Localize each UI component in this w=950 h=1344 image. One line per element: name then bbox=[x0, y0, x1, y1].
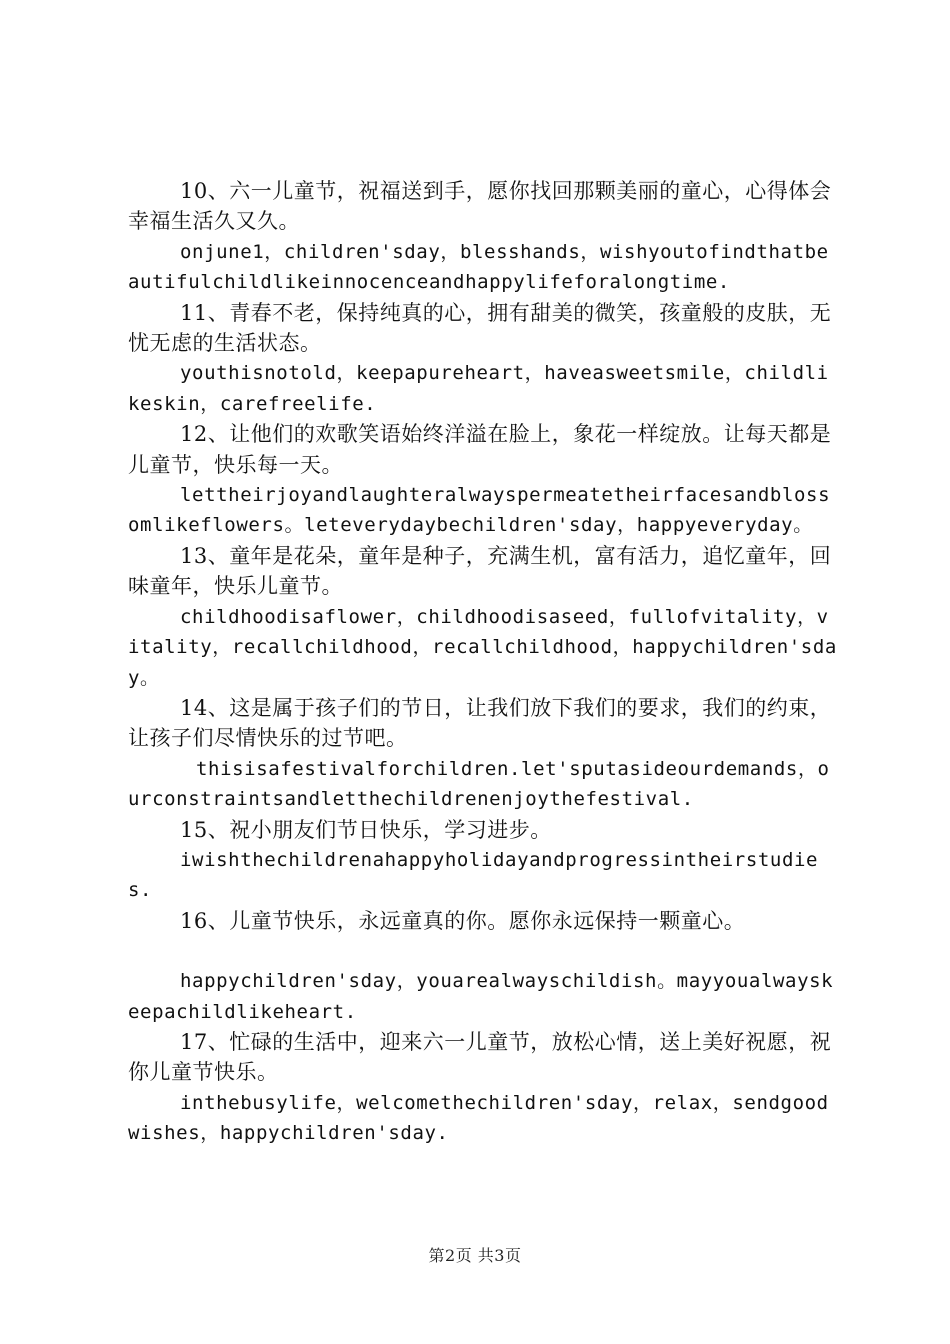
paragraph-12-en: lettheirjoyandlaughteralwayspermeatetheirfacesandblossomlikeflowers。leteverydaybechildren'sday，happyeveryday。 bbox=[128, 484, 831, 537]
paragraph-10-en: onjune1，children'sday，blesshands，wishyoutofindthatbeautifulchildlikeinnocenceandhappylifeforalongtime. bbox=[128, 240, 829, 294]
page-footer bbox=[0, 1243, 950, 1266]
paragraph-17-zh: 17、忙碌的生活中，迎来六一儿童节，放松心情，送上美好祝愿，祝你儿童节快乐。 bbox=[128, 1029, 832, 1085]
document-body bbox=[128, 176, 840, 1149]
paragraph-14-en: thisisafestivalforchildren.let'sputasideourdemands，ourconstraintsandletthechildrenenjoythefestival. bbox=[128, 757, 830, 811]
paragraph-13-zh: 13、童年是花朵，童年是种子，充满生机，富有活力，追忆童年，回味童年，快乐儿童节。 bbox=[128, 543, 832, 599]
paragraph-12-zh: 12、让他们的欢歌笑语始终洋溢在脸上，象花一样绽放。让每天都是儿童节，快乐每一天。 bbox=[128, 422, 832, 477]
paragraph-16-en: happychildren'sday，youarealwayschildish。mayyoualwayskeepachildlikeheart. bbox=[128, 970, 834, 1023]
paragraph-11-en: youthisnotold，keepapureheart，haveasweetsmile，childlikeskin，carefreelife. bbox=[128, 362, 829, 415]
paragraph-15-zh: 15、祝小朋友们节日快乐，学习进步。 bbox=[180, 817, 552, 842]
paragraph-13-en: childhoodisaflower，childhoodisaseed，fullofvitality，vitality，recallchildhood，recallchildhood，happychildren'sday。 bbox=[128, 605, 837, 689]
paragraph-16-zh: 16、儿童节快乐，永远童真的你。愿你永远保持一颗童心。 bbox=[180, 908, 746, 933]
paragraph-14-zh: 14、这是属于孩子们的节日，让我们放下我们的要求，我们的约束，让孩子们尽情快乐的过节吧。 bbox=[128, 695, 832, 751]
paragraph-17-en: inthebusylife，welcomethechildren'sday，relax，sendgoodwishes，happychildren'sday. bbox=[128, 1091, 829, 1145]
paragraph-15-en: iwishthechildrenahappyholidayandprogressintheirstudies. bbox=[128, 848, 819, 902]
paragraph-gap bbox=[128, 936, 840, 966]
page-number-label: 第2页 共3页 bbox=[428, 1246, 522, 1265]
paragraph-10-zh: 10、六一儿童节，祝福送到手，愿你找回那颗美丽的童心，心得体会幸福生活久又久。 bbox=[128, 179, 832, 234]
paragraph-11-zh: 11、青春不老，保持纯真的心，拥有甜美的微笑，孩童般的皮肤，无忧无虑的生活状态。 bbox=[128, 300, 832, 356]
